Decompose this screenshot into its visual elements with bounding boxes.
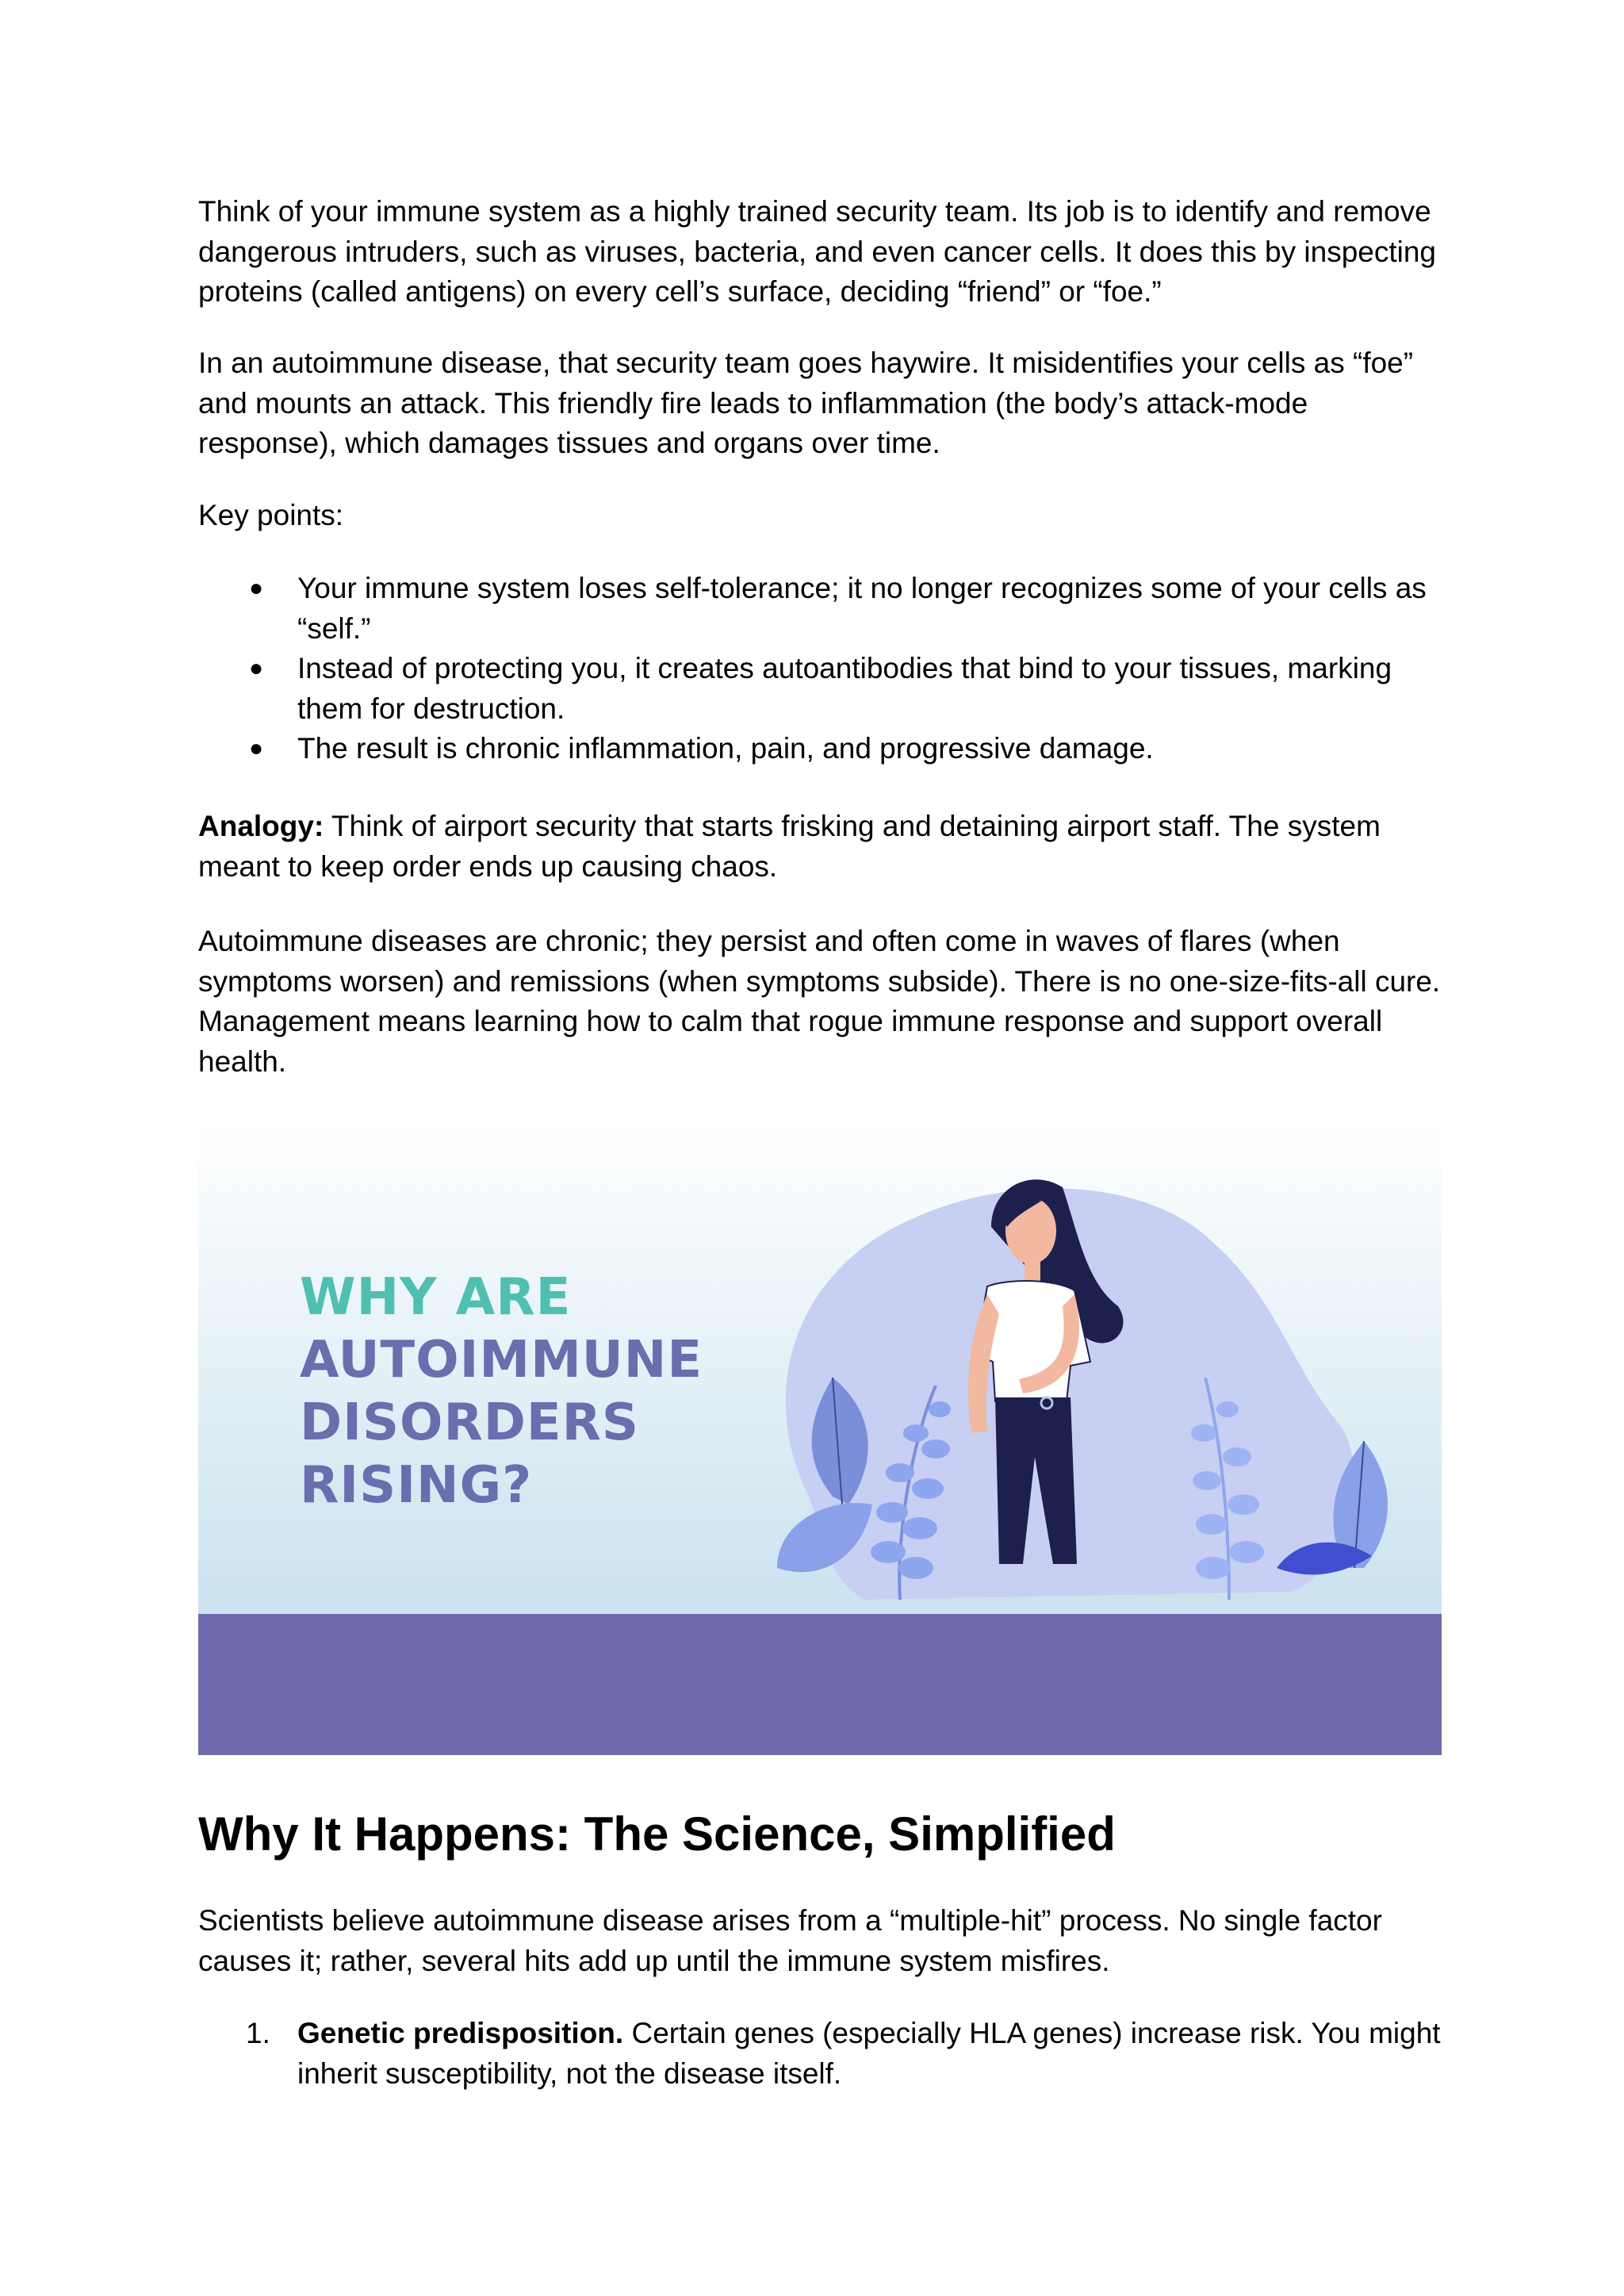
- paragraph-immune-system: Think of your immune system as a highly trained security team. Its job is to identify and remove dangerous intruders, such as viruses, bacteria, and even cancer cells. It does this by inspecting proteins (called antigens) on every cell’s surface, deciding “friend” or “foe.”: [198, 195, 1437, 308]
- step-label: Genetic predisposition.: [297, 2017, 624, 2049]
- list-number: 1.: [246, 2017, 270, 2049]
- list-item: [198, 729, 1442, 769]
- paragraph-analogy: [198, 807, 1442, 887]
- list-item: [198, 569, 1442, 649]
- list-item-text: The result is chronic inflammation, pain, and progressive damage.: [297, 732, 1154, 765]
- hero-title-line-4: RISING?: [300, 1456, 533, 1515]
- causes-list: [198, 2014, 1442, 2094]
- hero-illustration: [198, 1124, 1442, 1755]
- bullet-icon: ●: [249, 735, 264, 761]
- bullet-icon: ●: [249, 655, 264, 681]
- list-item-text: Instead of protecting you, it creates autoantibodies that bind to your tissues, marking them for destruction.: [297, 652, 1392, 725]
- list-item: [198, 2014, 1442, 2094]
- key-points-list: [198, 569, 1442, 769]
- hero-title-line-2: AUTOIMMUNE: [300, 1331, 703, 1389]
- hero-title: [300, 1267, 703, 1517]
- section-heading: Why It Happens: The Science, Simplified: [198, 1807, 1116, 1861]
- list-item-text: Your immune system loses self-tolerance; it no longer recognizes some of your cells as “self.”: [297, 572, 1427, 645]
- paragraph-autoimmune: In an autoimmune disease, that security team goes haywire. It misidentifies your cells as “foe” and mounts an attack. This friendly fire leads to inflammation (the body’s attack-mode response), which damages tissues and organs over time.: [198, 347, 1414, 459]
- ground-band: [198, 1614, 1442, 1755]
- hero-title-line-3: DISORDERS: [300, 1393, 639, 1452]
- step-text: Certain genes (especially HLA genes) increase risk. You might inherit susceptibility, not the disease itself.: [297, 2017, 1441, 2090]
- analogy-text: Think of airport security that starts frisking and detaining airport staff. The system meant to keep order ends up causing chaos.: [198, 810, 1381, 883]
- bullet-icon: ●: [249, 575, 264, 601]
- list-item: [198, 649, 1442, 729]
- paragraph-key-points: Key points:: [198, 499, 344, 531]
- paragraph-chronic: Autoimmune diseases are chronic; they persist and often come in waves of flares (when symptoms worsen) and remissions (when symptoms subside). There is no one-size-fits-all cure. Management means learning how to calm that rogue immune response and support overall health.: [198, 925, 1441, 1078]
- paragraph-multiple-hit: Scientists believe autoimmune disease arises from a “multiple-hit” process. No single factor causes it; rather, several hits add up until the immune system misfires.: [198, 1904, 1382, 1977]
- analogy-label: Analogy:: [198, 810, 324, 842]
- hero-title-line-1: WHY ARE: [300, 1268, 572, 1327]
